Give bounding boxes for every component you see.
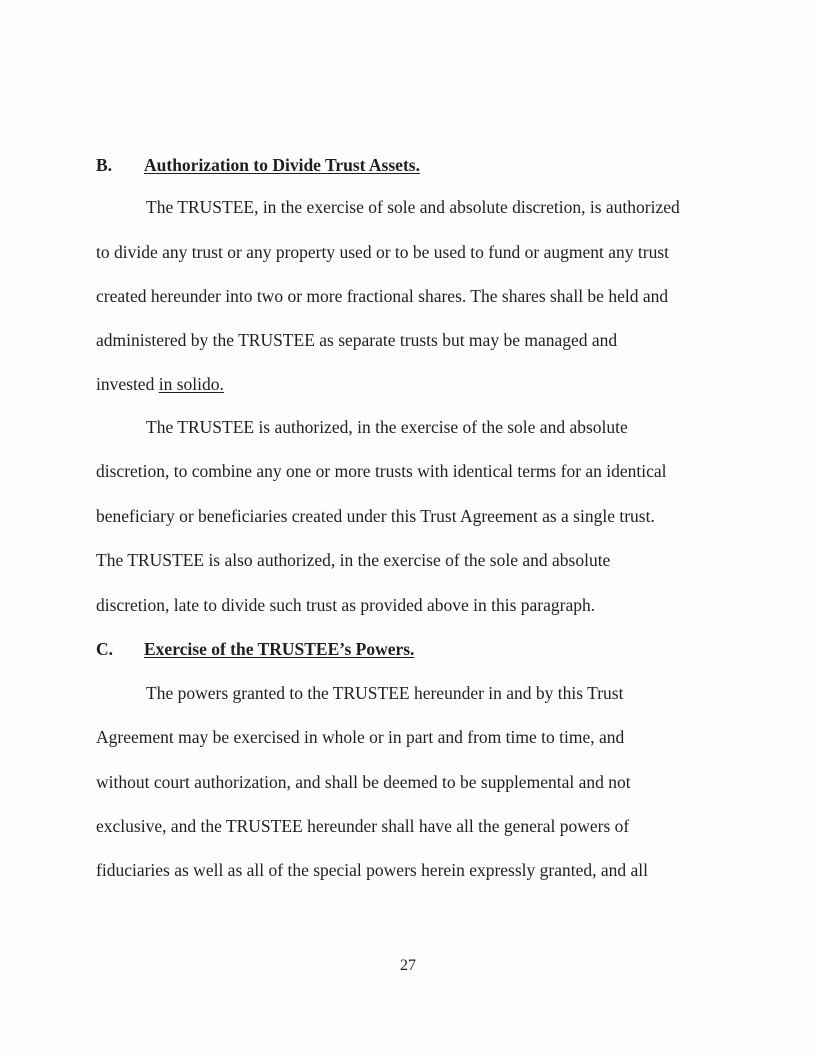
paragraph-line: The TRUSTEE is also authorized, in the exercise of the sole and absolute	[96, 550, 611, 570]
paragraph-line: fiduciaries as well as all of the special powers herein expressly granted, and all	[96, 860, 649, 880]
paragraph-line: created hereunder into two or more fractional shares. The shares shall be held and	[96, 286, 669, 306]
paragraph-line: exclusive, and the TRUSTEE hereunder shall have all the general powers of	[96, 816, 630, 836]
paragraph-line: discretion, late to divide such trust as provided above in this paragraph.	[96, 595, 596, 615]
paragraph-line: Agreement may be exercised in whole or in part and from time to time, and	[96, 727, 625, 747]
section-b-heading	[96, 154, 420, 176]
paragraph-line: without court authorization, and shall be deemed to be supplemental and not	[96, 772, 631, 792]
section-b-title: Authorization to Divide Trust Assets.	[144, 155, 420, 175]
paragraph-line: administered by the TRUSTEE as separate trusts but may be managed and	[96, 330, 618, 350]
section-b-letter: B.	[96, 155, 113, 175]
section-c-title: Exercise of the TRUSTEE’s Powers.	[144, 639, 415, 659]
paragraph-line: beneficiary or beneficiaries created under this Trust Agreement as a single trust.	[96, 506, 655, 526]
page-number: 27	[400, 957, 416, 974]
in-solido-term: in solido.	[158, 374, 224, 394]
paragraph-line: discretion, to combine any one or more trusts with identical terms for an identical	[96, 461, 667, 481]
paragraph-line: The TRUSTEE is authorized, in the exercise of the sole and absolute	[146, 417, 628, 437]
paragraph-line: The powers granted to the TRUSTEE hereunder in and by this Trust	[146, 683, 624, 703]
paragraph-line: to divide any trust or any property used or to be used to fund or augment any trust	[96, 242, 670, 262]
paragraph-line: The TRUSTEE, in the exercise of sole and absolute discretion, is authorized	[146, 197, 680, 217]
invested-prefix: invested	[96, 374, 159, 394]
section-c-letter: C.	[96, 639, 114, 659]
section-c-heading	[96, 638, 414, 660]
paragraph-line-invested	[96, 373, 224, 395]
